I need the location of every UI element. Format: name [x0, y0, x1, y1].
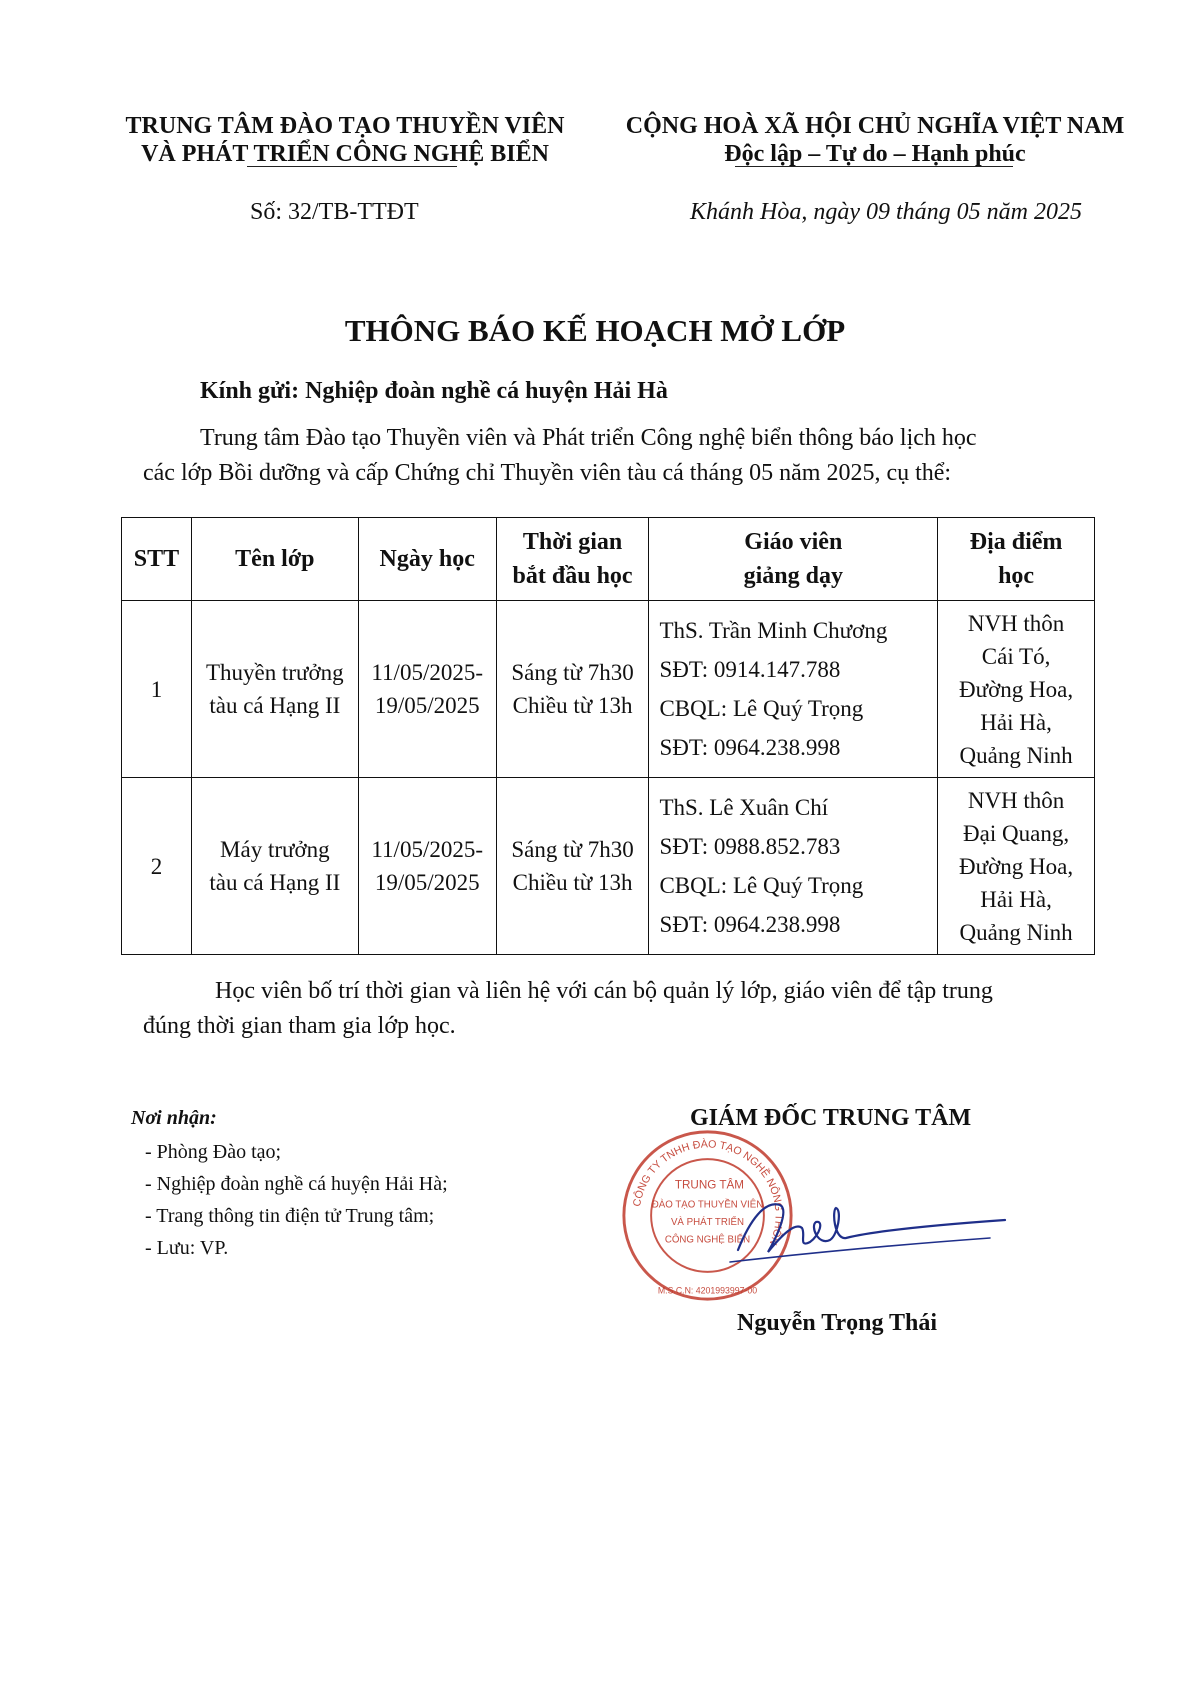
receiver-item: - Nghiệp đoàn nghề cá huyện Hải Hà; — [145, 1173, 448, 1195]
cell-date-start: 11/05/2025- — [371, 837, 483, 862]
stamp-line3: VÀ PHÁT TRIỂN — [670, 1217, 745, 1229]
handwritten-signature — [720, 1180, 1010, 1280]
teacher-name: ThS. Trần Minh Chương — [659, 618, 888, 643]
cell-class — [191, 601, 358, 778]
teacher-phone: SĐT: 0914.147.788 — [659, 657, 841, 682]
cell-dates — [358, 778, 496, 955]
national-heading — [605, 112, 1145, 168]
document-number: Số: 32/TB-TTĐT — [250, 199, 419, 225]
header-start-time — [496, 518, 649, 601]
place-line5: Quảng Ninh — [959, 742, 1073, 768]
cell-time-afternoon: Chiều từ 13h — [512, 870, 633, 895]
place-line2: Cái Tó, — [981, 643, 1051, 669]
organization-name-line2: VÀ PHÁT TRIỂN CÔNG NGHỆ BIỂN — [141, 141, 549, 167]
cell-place — [938, 778, 1095, 955]
organization-underline — [247, 166, 457, 167]
signature-stroke — [738, 1204, 1005, 1252]
cell-time-morning: Sáng từ 7h30 — [511, 660, 634, 685]
place-line5: Quảng Ninh — [959, 919, 1073, 945]
closing-line1: Học viên bố trí thời gian và liên hệ với cán bộ quản lý lớp, giáo viên để tập trung — [215, 978, 993, 1004]
national-heading-line1: CỘNG HOÀ XÃ HỘI CHỦ NGHĨA VIỆT NAM — [625, 113, 1125, 139]
cell-time — [496, 601, 649, 778]
header-stt: STT — [122, 518, 192, 601]
national-motto: Độc lập – Tự do – Hạnh phúc — [724, 141, 1026, 167]
stamp-line1: TRUNG TÂM — [674, 1178, 744, 1192]
motto-underline — [735, 166, 1013, 167]
place-line1: NVH thôn — [967, 787, 1065, 813]
cell-stt: 2 — [122, 778, 192, 955]
signer-name: Nguyễn Trọng Thái — [737, 1310, 938, 1336]
cell-class-line1: Thuyền trưởng — [205, 660, 344, 685]
manager-name: CBQL: Lê Quý Trọng — [659, 696, 864, 721]
place-line3: Đường Hoa, — [959, 853, 1074, 879]
header-teacher-line2: giảng dạy — [743, 563, 843, 589]
header-class: Tên lớp — [191, 518, 358, 601]
header-dates: Ngày học — [358, 518, 496, 601]
receiver-item: - Phòng Đào tạo; — [145, 1141, 282, 1163]
signer-title: GIÁM ĐỐC TRUNG TÂM — [690, 1105, 972, 1131]
class-schedule-table — [121, 517, 1095, 955]
stamp-ring-text: CÔNG TY TNHH ĐÀO TẠO NGHỀ NÔNG THÔN — [631, 1138, 785, 1247]
manager-phone: SĐT: 0964.238.998 — [659, 735, 841, 760]
place-line3: Đường Hoa, — [959, 676, 1074, 702]
stamp-code: M.S.C.N: 4201993997-00 — [657, 1285, 758, 1296]
place-line1: NVH thôn — [967, 610, 1065, 636]
place-line4: Hải Hà, — [980, 886, 1052, 912]
organization-name-line1: TRUNG TÂM ĐÀO TẠO THUYỀN VIÊN — [125, 113, 565, 139]
header-teacher — [649, 518, 938, 601]
teacher-phone: SĐT: 0988.852.783 — [659, 834, 841, 859]
place-date: Khánh Hòa, ngày 09 tháng 05 năm 2025 — [690, 199, 1082, 225]
header-place — [938, 518, 1095, 601]
intro-line2: các lớp Bồi dưỡng và cấp Chứng chỉ Thuyền viên tàu cá tháng 05 năm 2025, cụ thể: — [143, 460, 952, 486]
header-teacher-line1: Giáo viên — [744, 529, 843, 555]
cell-date-end: 19/05/2025 — [374, 693, 480, 718]
organization-name — [90, 112, 600, 168]
cell-stt: 1 — [122, 601, 192, 778]
table-row — [122, 601, 1095, 778]
header-start-time-line1: Thời gian — [522, 529, 623, 555]
receiver-item: - Lưu: VP. — [145, 1237, 229, 1259]
receivers-title: Nơi nhận: — [131, 1107, 217, 1129]
cell-class — [191, 778, 358, 955]
cell-class-line2: tàu cá Hạng II — [209, 870, 341, 895]
cell-time-afternoon: Chiều từ 13h — [512, 693, 633, 718]
cell-date-start: 11/05/2025- — [371, 660, 483, 685]
header-start-time-line2: bắt đầu học — [512, 563, 633, 589]
cell-teacher — [649, 778, 938, 955]
cell-teacher — [649, 601, 938, 778]
cell-dates — [358, 601, 496, 778]
place-line4: Hải Hà, — [980, 709, 1052, 735]
header-place-line2: học — [998, 563, 1035, 589]
cell-class-line1: Máy trưởng — [220, 837, 330, 862]
recipient: Kính gửi: Nghiệp đoàn nghề cá huyện Hải Hà — [200, 378, 668, 404]
manager-name: CBQL: Lê Quý Trọng — [659, 873, 864, 898]
cell-place — [938, 601, 1095, 778]
cell-class-line2: tàu cá Hạng II — [209, 693, 341, 718]
stamp-line4: CÔNG NGHỆ BIỂN — [664, 1234, 751, 1246]
stamp-line2: ĐÀO TẠO THUYỀN VIÊN — [651, 1199, 764, 1211]
manager-phone: SĐT: 0964.238.998 — [659, 912, 841, 937]
closing-line2: đúng thời gian tham gia lớp học. — [143, 1013, 456, 1039]
teacher-name: ThS. Lê Xuân Chí — [659, 795, 829, 820]
cell-date-end: 19/05/2025 — [374, 870, 480, 895]
table-row — [122, 778, 1095, 955]
cell-time-morning: Sáng từ 7h30 — [511, 837, 634, 862]
table-header-row — [122, 518, 1095, 601]
place-line2: Đại Quang, — [963, 820, 1070, 846]
cell-time — [496, 778, 649, 955]
receiver-item: - Trang thông tin điện tử Trung tâm; — [145, 1205, 435, 1227]
header-place-line1: Địa điểm — [969, 529, 1063, 555]
intro-line1: Trung tâm Đào tạo Thuyền viên và Phát triển Công nghệ biển thông báo lịch học — [200, 425, 977, 451]
document-title: THÔNG BÁO KẾ HOẠCH MỞ LỚP — [344, 313, 846, 348]
